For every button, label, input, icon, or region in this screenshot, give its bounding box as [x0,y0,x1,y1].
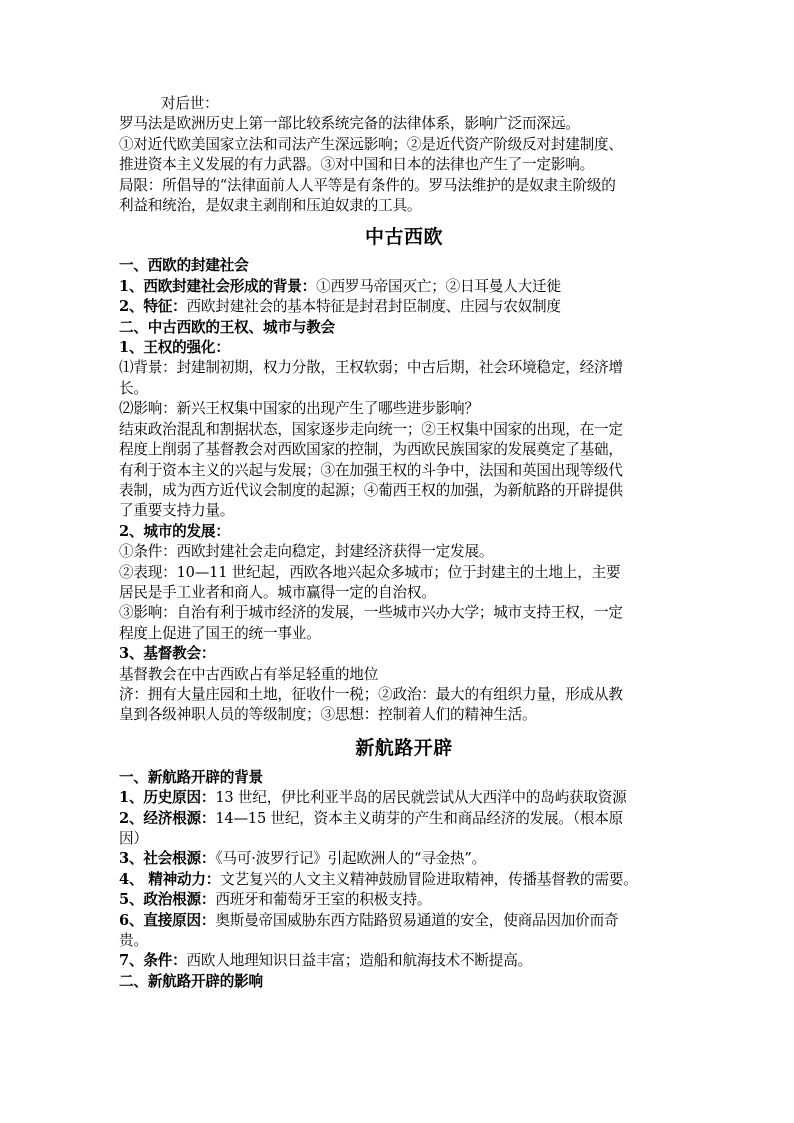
routes-item-text: 文艺复兴的人文主义精神鼓励冒险进取精神，传播基督教的需要。 [220,870,638,888]
church-line-2: 济：拥有大量庄园和土地，征收什一税；②政治：最大的有组织力量，形成从教 [119,685,623,703]
routes-item [119,788,689,808]
routes-item [119,849,689,869]
feudal-item-1 [119,277,689,297]
feudal-item-1-text: ①西罗马帝国灭亡；②日耳曼人大迁徙 [316,277,561,295]
city-title: 2、城市的发展： [119,522,230,540]
routes-item-label: 4、 精神动力： [119,870,221,888]
routes-item [119,951,689,971]
kingship-impact-line-1: 结束政治混乱和割据状态，国家逐步走向统一；②王权集中国家的出现，在一定 [119,420,623,438]
kingship-title: 1、王权的强化： [119,339,230,357]
city-line-3: 居民是手工业者和商人。城市赢得一定的自治权。 [119,583,436,601]
routes-item-text: 贵。 [119,932,148,950]
routes-item [119,809,689,829]
kingship-impact-line-3: 有利于资本主义的兴起与发展；③在加强王权的斗争中，法国和英国出现等级代 [119,461,623,479]
document-page [119,94,689,992]
rome-line-1: 罗马法是欧洲历史上第一部比较系统完备的法律体系，影响广泛而深远。 [119,115,580,133]
church-line-3: 皇到各级神职人员的等级制度；③思想：控制着人们的精神生活。 [119,706,537,724]
kingship-impact-line-2: 程度上削弱了基督教会对西欧国家的控制，为西欧民族国家的发展奠定了基础， [119,441,623,459]
kingship-impact-line-4: 表制，成为西方近代议会制度的起源；④葡西王权的加强，为新航路的开辟提供 [119,481,623,499]
feudal-item-2-label: 2、特征： [119,298,187,316]
routes-item-label: 5、政治根源： [119,891,216,909]
rome-line-4: 局限：所倡导的“法律面前人人平等是有条件的。罗马法维护的是奴隶主阶级的 [119,176,616,194]
routes-item-text: 因） [119,830,148,847]
city-line-1: ①条件：西欧封建社会走向稳定，封建经济获得一定发展。 [119,543,494,561]
routes-item-text: 13 世纪，伊比利亚半岛的居民就尝试从大西洋中的岛屿获取资源 [215,789,627,807]
feudal-item-2-text: 西欧封建社会的基本特征是封君封臣制度、庄园与农奴制度 [186,298,561,316]
rome-line-3: 推进资本主义发展的有力武器。③对中国和日本的法律也产生了一定影响。 [119,156,594,174]
routes-item-label: 3、社会根源： [119,850,216,868]
city-line-4: ③影响：自治有利于城市经济的发展，一些城市兴办大学；城市支持王权，一定 [119,604,623,622]
subheading-routes-impact: 二、新航路开辟的影响 [119,972,263,990]
routes-item [119,890,689,910]
subheading-routes-background: 一、新航路开辟的背景 [119,768,263,786]
routes-item-text: 14—15 世纪，资本主义萌芽的产生和商品经济的发展。（根本原 [215,809,624,827]
rome-line-2: ①对近代欧美国家立法和司法产生深远影响；②是近代资产阶级反对封建制度、 [119,135,623,153]
rome-line-5: 利益和统治，是奴隶主剥削和压迫奴隶的工具。 [119,197,422,215]
city-line-5: 程度上促进了国王的统一事业。 [119,624,321,642]
routes-item-label: 7、条件： [119,952,187,970]
section-title-new-routes: 新航路开辟 [355,736,453,759]
church-title: 3、基督教会： [119,645,216,663]
subheading-feudal-society: 一、西欧的封建社会 [119,257,249,275]
kingship-background-2: 长。 [119,379,148,397]
feudal-item-2 [119,297,689,317]
kingship-impact-question: ⑵影响：新兴王权集中国家的出现产生了哪些进步影响？ [119,400,479,418]
kingship-background-1: ⑴背景：封建制初期，权力分散，王权软弱；中古后期，社会环境稳定，经济增 [119,359,623,377]
routes-item-label: 2、经济根源： [119,809,216,827]
subheading-kingship-city-church: 二、中古西欧的王权、城市与教会 [119,318,335,336]
feudal-item-1-label: 1、西欧封建社会形成的背景： [119,277,317,295]
city-line-2: ②表现：10—11 世纪起，西欧各地兴起众多城市；位于封建主的土地上，主要 [119,563,621,581]
kingship-impact-line-5: 了重要支持力量。 [119,502,235,520]
church-line-1: 基督教会在中古西欧占有举足轻重的地位 [119,665,379,683]
routes-item [119,911,689,931]
routes-item-text: 奥斯曼帝国威胁东西方陆路贸易通道的安全，使商品因加价而奇 [215,911,619,929]
routes-item-label: 6、直接原因： [119,911,216,929]
routes-item [119,931,689,951]
routes-item-text: 《马可·波罗行记》引起欧洲人的“寻金热”。 [215,850,487,868]
routes-item-text: 西欧人地理知识日益丰富；造船和航海技术不断提高。 [186,952,532,970]
routes-item-text: 西班牙和葡萄牙王室的积极支持。 [215,891,432,909]
after-label: 对后世： [161,95,219,112]
section-title-medieval: 中古西欧 [364,226,443,249]
routes-item-label: 1、历史原因： [119,789,216,807]
routes-item [119,870,689,890]
routes-item [119,829,689,849]
